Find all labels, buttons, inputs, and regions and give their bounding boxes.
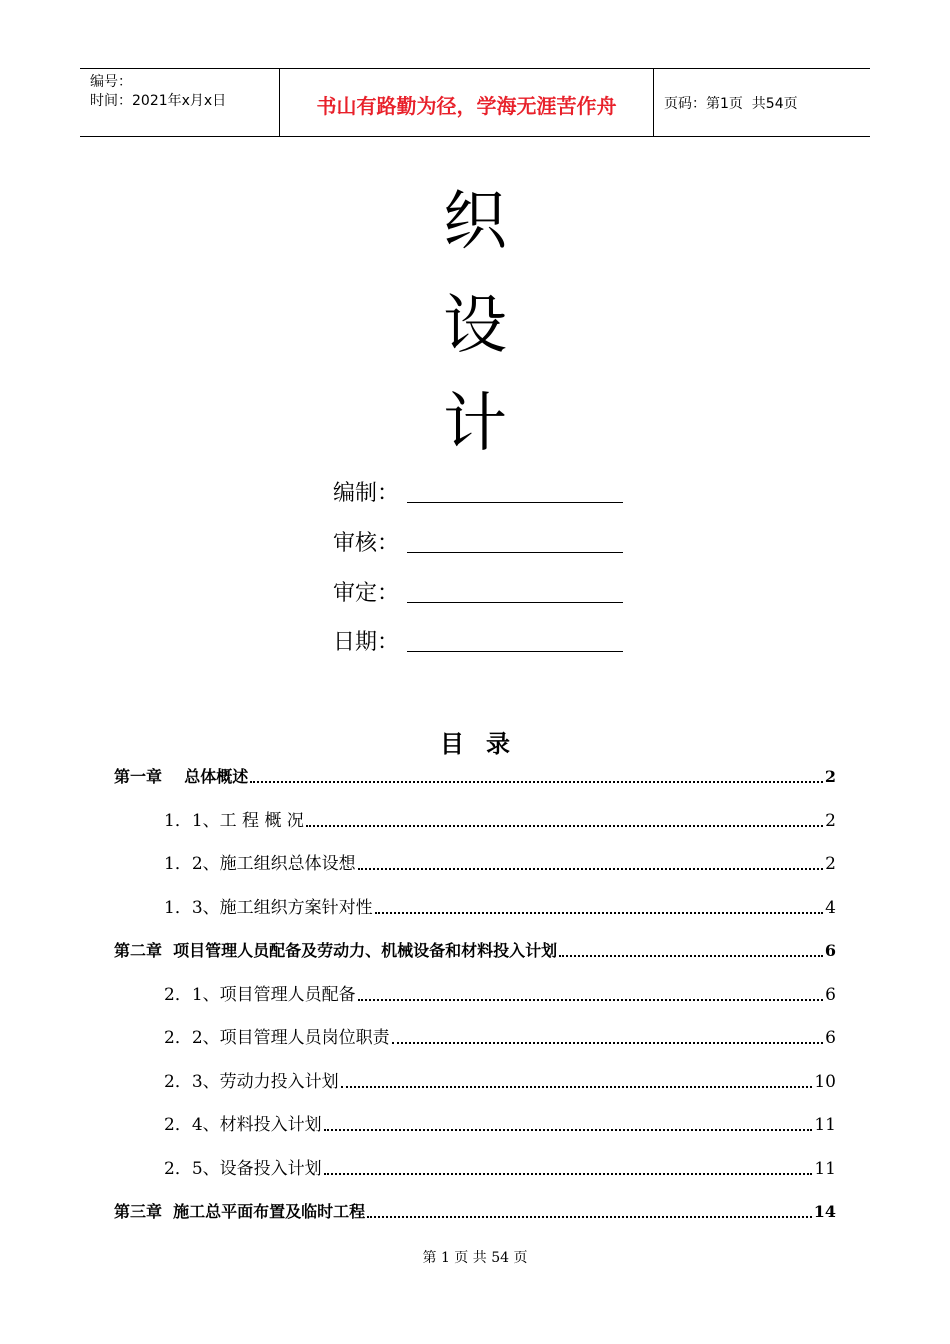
toc-section-entry[interactable] <box>164 1071 836 1093</box>
title-char-3: 计 <box>443 387 507 461</box>
toc-entry-text: 第二章 项目管理人员配备及劳动力、机械设备和材料投入计划 <box>114 941 558 960</box>
toc-page-number: 11 <box>814 1159 836 1179</box>
toc-page-number: 2 <box>824 767 836 786</box>
toc-section-entry[interactable] <box>164 897 836 919</box>
sign-label: 审核： <box>333 531 400 556</box>
toc-page-number: 2 <box>825 854 836 874</box>
sign-row-date <box>333 626 623 656</box>
sign-row-reviewer <box>333 527 623 557</box>
sign-label: 审定： <box>333 581 400 606</box>
toc-leader-dots <box>306 825 823 827</box>
toc-chapter-entry[interactable] <box>114 940 836 962</box>
toc-page-number: 14 <box>813 1202 836 1221</box>
page-footer: 第 1 页 共 54 页 <box>422 1250 528 1266</box>
time-label: 时间：2021年x月x日 <box>90 93 227 109</box>
toc-page-number: 6 <box>824 941 836 960</box>
toc-section-entry[interactable] <box>164 984 836 1006</box>
toc-chapter-entry[interactable] <box>114 766 836 788</box>
toc-leader-dots <box>250 781 823 783</box>
toc-leader-dots <box>375 912 824 914</box>
toc-entry-text: 1．3、施工组织方案针对性 <box>164 898 373 918</box>
toc-section-entry[interactable] <box>164 1027 836 1049</box>
toc-entry-text: 第三章 施工总平面布置及临时工程 <box>114 1202 366 1221</box>
toc-page-number: 6 <box>825 1028 836 1048</box>
toc-entry-text: 2．2、项目管理人员岗位职责 <box>164 1028 390 1048</box>
toc-entry-text: 1．1、工 程 概 况 <box>164 811 304 831</box>
toc-leader-dots <box>358 868 824 870</box>
toc-section-entry[interactable] <box>164 1158 836 1180</box>
toc-entry-text: 2．3、劳动力投入计划 <box>164 1072 339 1092</box>
toc-section-entry[interactable] <box>164 853 836 875</box>
toc-chapter-entry[interactable] <box>114 1201 836 1223</box>
sign-label: 编制： <box>333 481 400 506</box>
toc-page-number: 11 <box>814 1115 836 1135</box>
sign-blank-line <box>407 578 623 603</box>
toc-leader-dots <box>358 999 824 1001</box>
header-page-info: 页码：第1页 共54页 <box>664 95 798 112</box>
sign-row-approver <box>333 577 623 607</box>
toc-leader-dots <box>367 1216 812 1218</box>
toc-page-number: 10 <box>814 1072 836 1092</box>
toc-entry-text: 2．1、项目管理人员配备 <box>164 985 356 1005</box>
header-meta <box>80 69 280 136</box>
sign-blank-line <box>407 478 623 503</box>
toc-page-number: 4 <box>825 898 836 918</box>
toc-entry-text: 2．4、材料投入计划 <box>164 1115 322 1135</box>
toc-leader-dots <box>559 955 823 957</box>
toc-leader-dots <box>341 1086 813 1088</box>
toc-leader-dots <box>324 1129 813 1131</box>
header-motto: 书山有路勤为径，学海无涯苦作舟 <box>280 69 654 136</box>
toc-page-number: 2 <box>825 811 836 831</box>
sign-label: 日期： <box>333 630 400 655</box>
toc-entry-text: 2．5、设备投入计划 <box>164 1159 322 1179</box>
toc-leader-dots <box>324 1173 813 1175</box>
title-char-2: 设 <box>443 289 507 363</box>
toc-entry-text: 第一章 总体概述 <box>114 767 249 786</box>
toc-section-entry[interactable] <box>164 810 836 832</box>
number-label: 编号： <box>90 74 132 90</box>
sign-blank-line <box>407 627 623 652</box>
title-char-1: 织 <box>443 185 507 259</box>
toc-entry-text: 1．2、施工组织总体设想 <box>164 854 356 874</box>
sign-row-compiler <box>333 477 623 507</box>
toc-section-entry[interactable] <box>164 1114 836 1136</box>
sign-blank-line <box>407 528 623 553</box>
page-header <box>80 68 870 137</box>
toc-page-number: 6 <box>825 985 836 1005</box>
toc-leader-dots <box>392 1042 824 1044</box>
toc-title: 目录 <box>440 729 532 758</box>
